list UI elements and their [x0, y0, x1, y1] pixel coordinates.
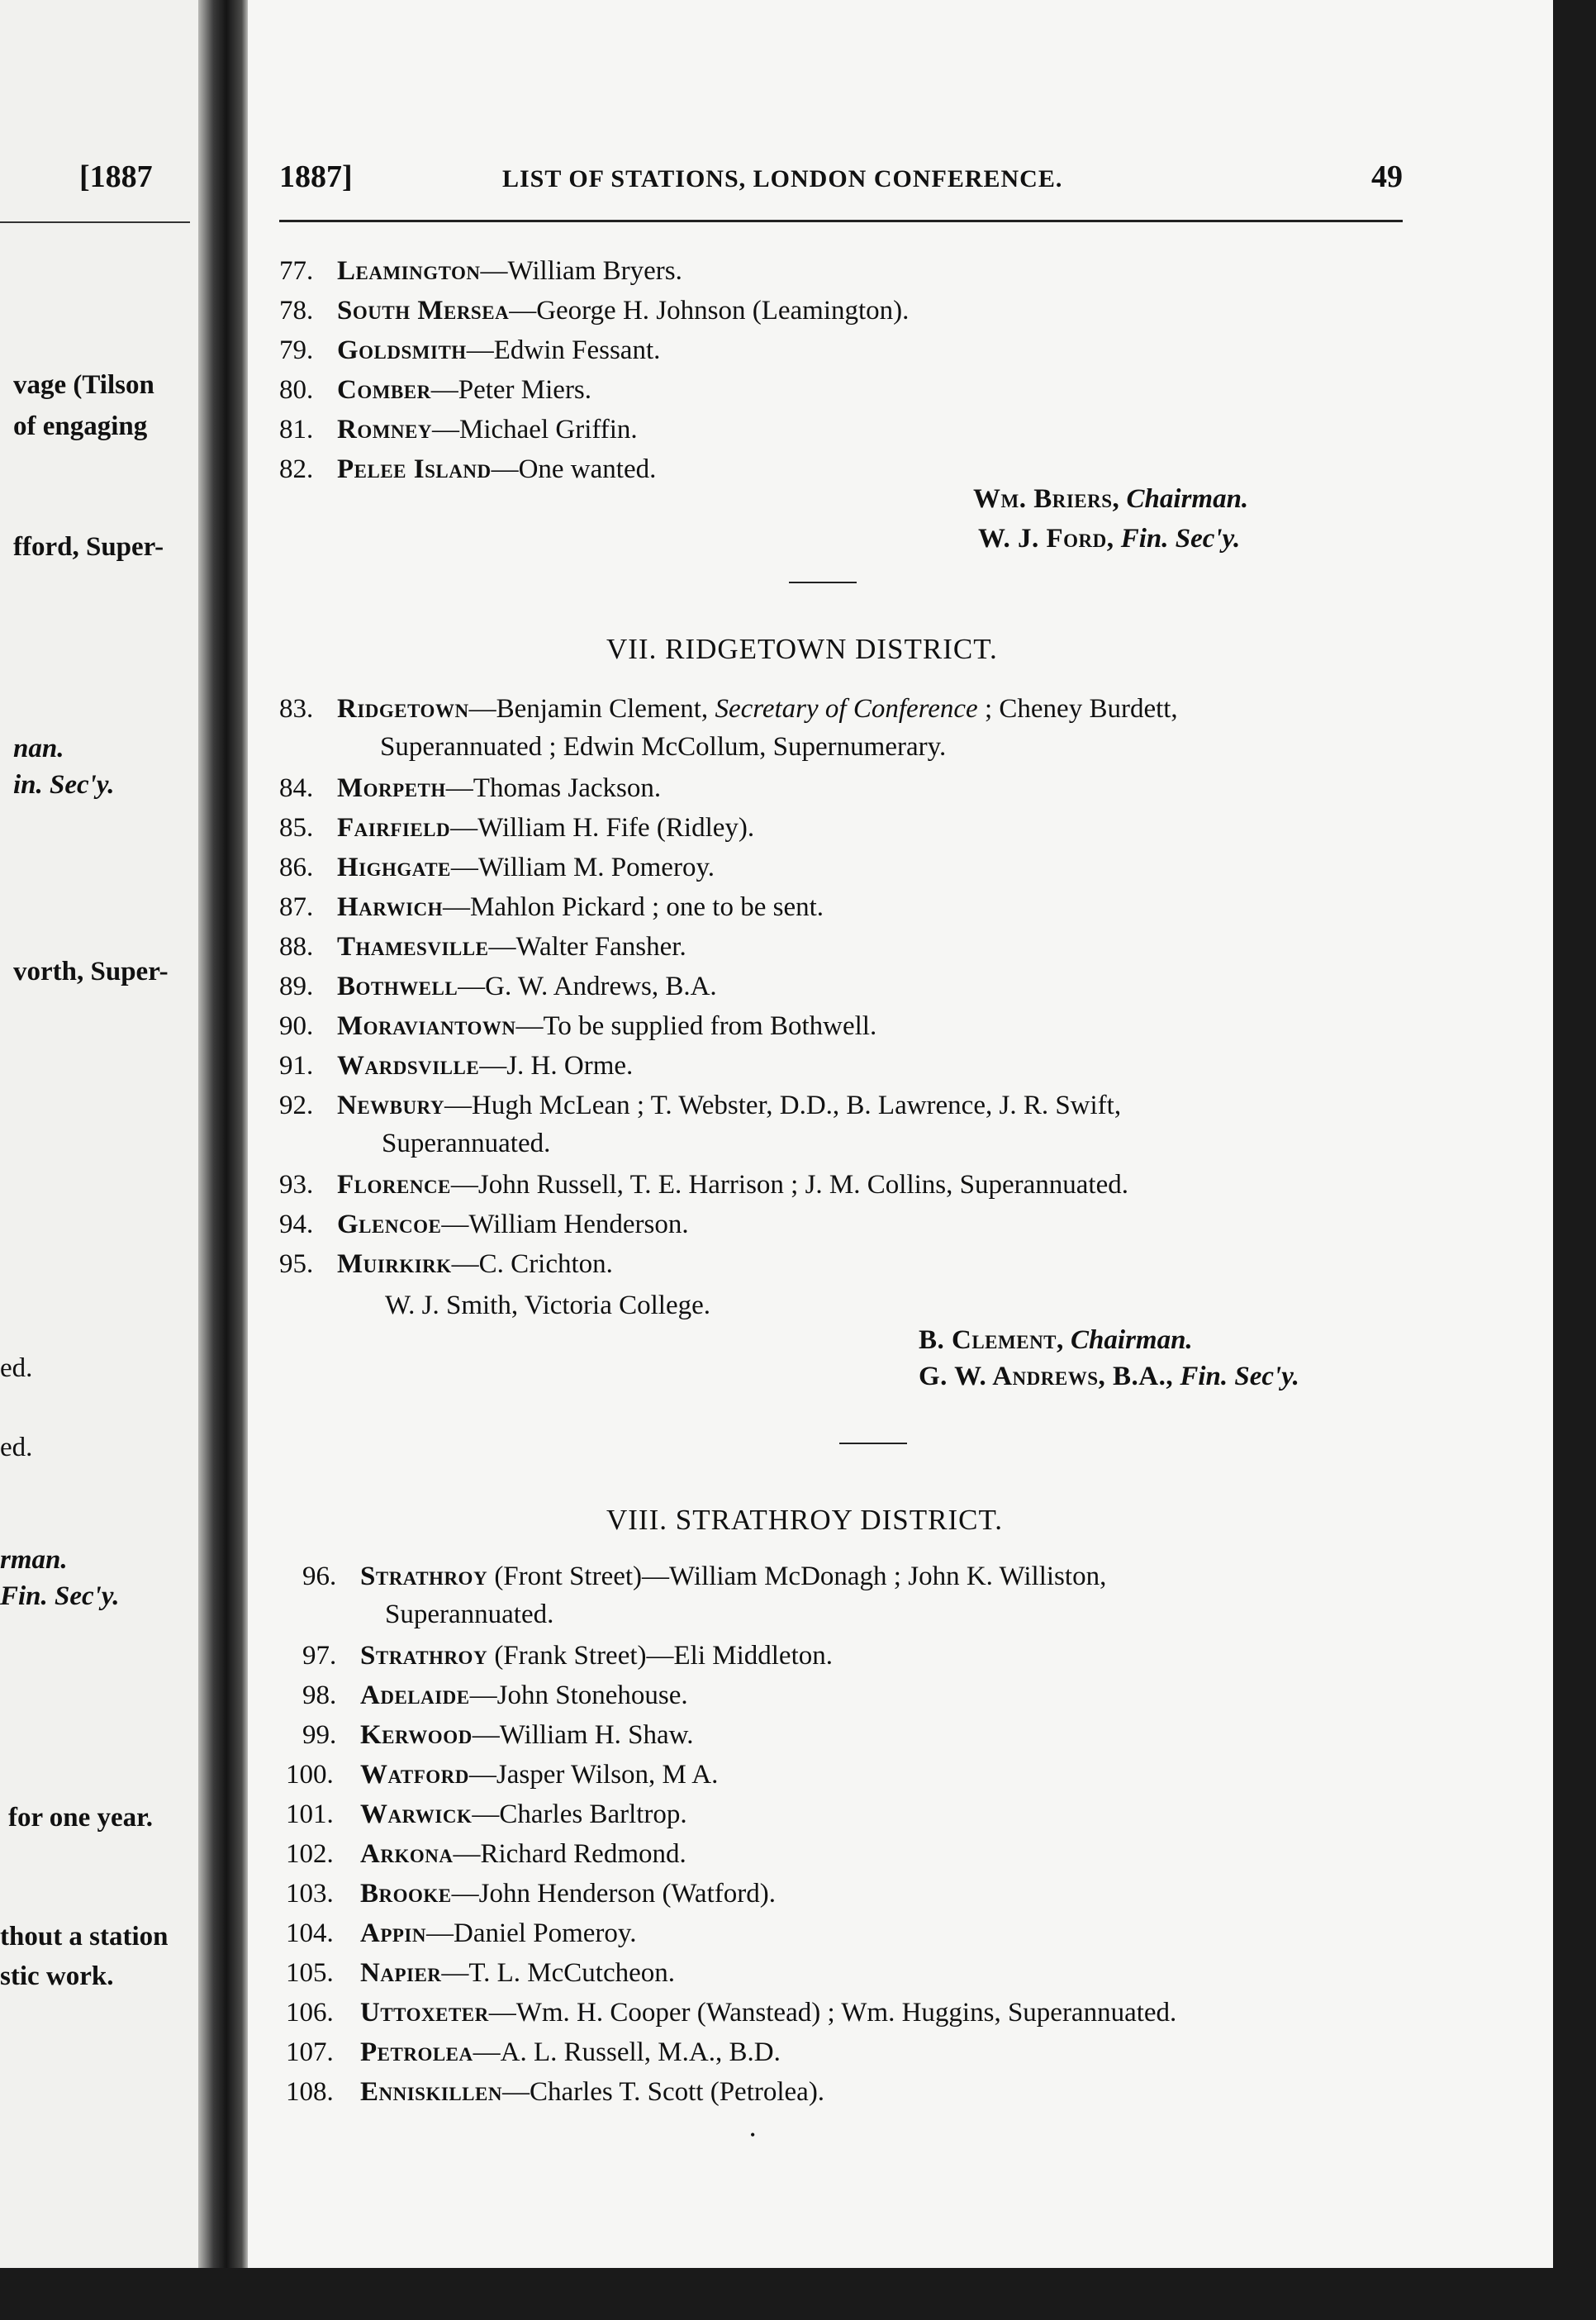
previous-page-fragment: for one year.: [8, 1803, 154, 1833]
station-entry: 98. Adelaide—John Stonehouse.: [302, 1681, 688, 1710]
station-entry: 87. Harwich—Mahlon Pickard ; one to be sent.: [279, 892, 824, 922]
station-entry: 77. Leamington—William Bryers.: [279, 256, 682, 286]
station-entry: 93. Florence—John Russell, T. E. Harrison ; J. M. Collins, Superannuated.: [279, 1170, 1128, 1200]
entry-continuation: Superannuated.: [385, 1600, 554, 1629]
scan-border-bottom: [0, 2268, 1596, 2320]
station-entry: 79. Goldsmith—Edwin Fessant.: [279, 335, 661, 365]
previous-page-fragment: ed.: [0, 1433, 33, 1462]
previous-page: [0, 0, 213, 2320]
previous-page-fragment: rman.: [0, 1545, 68, 1575]
previous-page-fragment: Fin. Sec'y.: [0, 1581, 120, 1611]
page-header: [279, 159, 1403, 205]
previous-page-year: [1887: [79, 159, 153, 194]
previous-page-fragment: stic work.: [0, 1961, 114, 1991]
previous-page-fragment: of engaging: [13, 411, 148, 441]
previous-page-rule: [0, 221, 190, 223]
scan-border-right: [1553, 0, 1596, 2320]
book-gutter: [198, 0, 249, 2320]
section-divider: [789, 582, 857, 583]
secretary-signature: G. W. Andrews, B.A., Fin. Sec'y.: [919, 1362, 1299, 1391]
station-entry: 105. Napier—T. L. McCutcheon.: [286, 1958, 675, 1988]
header-year: 1887]: [279, 159, 353, 194]
station-entry: 100. Watford—Jasper Wilson, M A.: [286, 1760, 719, 1790]
station-entry: 95. Muirkirk—C. Crichton.: [279, 1249, 613, 1279]
station-entry: 80. Comber—Peter Miers.: [279, 375, 592, 405]
entry-continuation: Superannuated ; Edwin McCollum, Supernumerary.: [380, 732, 947, 762]
previous-page-fragment: nan.: [13, 734, 64, 763]
station-entry: 103. Brooke—John Henderson (Watford).: [286, 1879, 776, 1909]
station-entry: 85. Fairfield—William H. Fife (Ridley).: [279, 813, 755, 843]
station-entry: 101. Warwick—Charles Barltrop.: [286, 1799, 687, 1829]
ink-speck: •: [750, 2127, 756, 2143]
previous-page-fragment: thout a station: [0, 1922, 169, 1952]
station-entry: 84. Morpeth—Thomas Jackson.: [279, 773, 662, 803]
station-entry: 86. Highgate—William M. Pomeroy.: [279, 853, 715, 882]
station-entry: 82. Pelee Island—One wanted.: [279, 454, 657, 484]
station-entry: 92. Newbury—Hugh McLean ; T. Webster, D.D., B. Lawrence, J. R. Swift,: [279, 1091, 1122, 1120]
page-number: 49: [1371, 159, 1403, 194]
station-entry: 88. Thamesville—Walter Fansher.: [279, 932, 686, 962]
station-entry: 89. Bothwell—G. W. Andrews, B.A.: [279, 972, 717, 1001]
station-entry: 104. Appin—Daniel Pomeroy.: [286, 1918, 637, 1948]
station-entry: 99. Kerwood—William H. Shaw.: [302, 1720, 694, 1750]
chairman-signature: B. Clement, Chairman.: [919, 1325, 1193, 1355]
previous-page-fragment: fford, Super-: [13, 532, 164, 562]
previous-page-fragment: vorth, Super-: [13, 957, 169, 986]
section-divider: [839, 1443, 907, 1444]
secretary-signature: W. J. Ford, Fin. Sec'y.: [978, 524, 1241, 554]
header-rule: [279, 220, 1403, 222]
station-entry: 91. Wardsville—J. H. Orme.: [279, 1051, 634, 1081]
district-heading: VII. RIDGETOWN DISTRICT.: [606, 633, 998, 665]
station-entry: 97. Strathroy (Frank Street)—Eli Middleton.: [302, 1641, 833, 1671]
district-note: W. J. Smith, Victoria College.: [385, 1291, 711, 1320]
station-entry: 83. Ridgetown—Benjamin Clement, Secretary of Conference ; Cheney Burdett,: [279, 694, 1178, 724]
previous-page-fragment: in. Sec'y.: [13, 770, 115, 800]
chairman-signature: Wm. Briers, Chairman.: [973, 484, 1249, 514]
station-entry: 90. Moraviantown—To be supplied from Bothwell.: [279, 1011, 877, 1041]
station-entry: 108. Enniskillen—Charles T. Scott (Petrolea).: [286, 2077, 825, 2107]
station-entry: 106. Uttoxeter—Wm. H. Cooper (Wanstead) ; Wm. Huggins, Superannuated.: [286, 1998, 1177, 2028]
station-entry: 81. Romney—Michael Griffin.: [279, 415, 638, 445]
station-entry: 96. Strathroy (Front Street)—William McDonagh ; John K. Williston,: [302, 1562, 1107, 1591]
header-title: LIST OF STATIONS, LONDON CONFERENCE.: [502, 165, 1063, 193]
station-entry: 94. Glencoe—William Henderson.: [279, 1210, 689, 1239]
station-entry: 107. Petrolea—A. L. Russell, M.A., B.D.: [286, 2037, 781, 2067]
station-entry: 102. Arkona—Richard Redmond.: [286, 1839, 686, 1869]
district-heading: VIII. STRATHROY DISTRICT.: [606, 1504, 1003, 1536]
entry-continuation: Superannuated.: [382, 1129, 551, 1158]
previous-page-fragment: ed.: [0, 1353, 33, 1383]
station-entry: 78. South Mersea—George H. Johnson (Leamington).: [279, 296, 910, 326]
previous-page-fragment: vage (Tilson: [13, 370, 154, 400]
